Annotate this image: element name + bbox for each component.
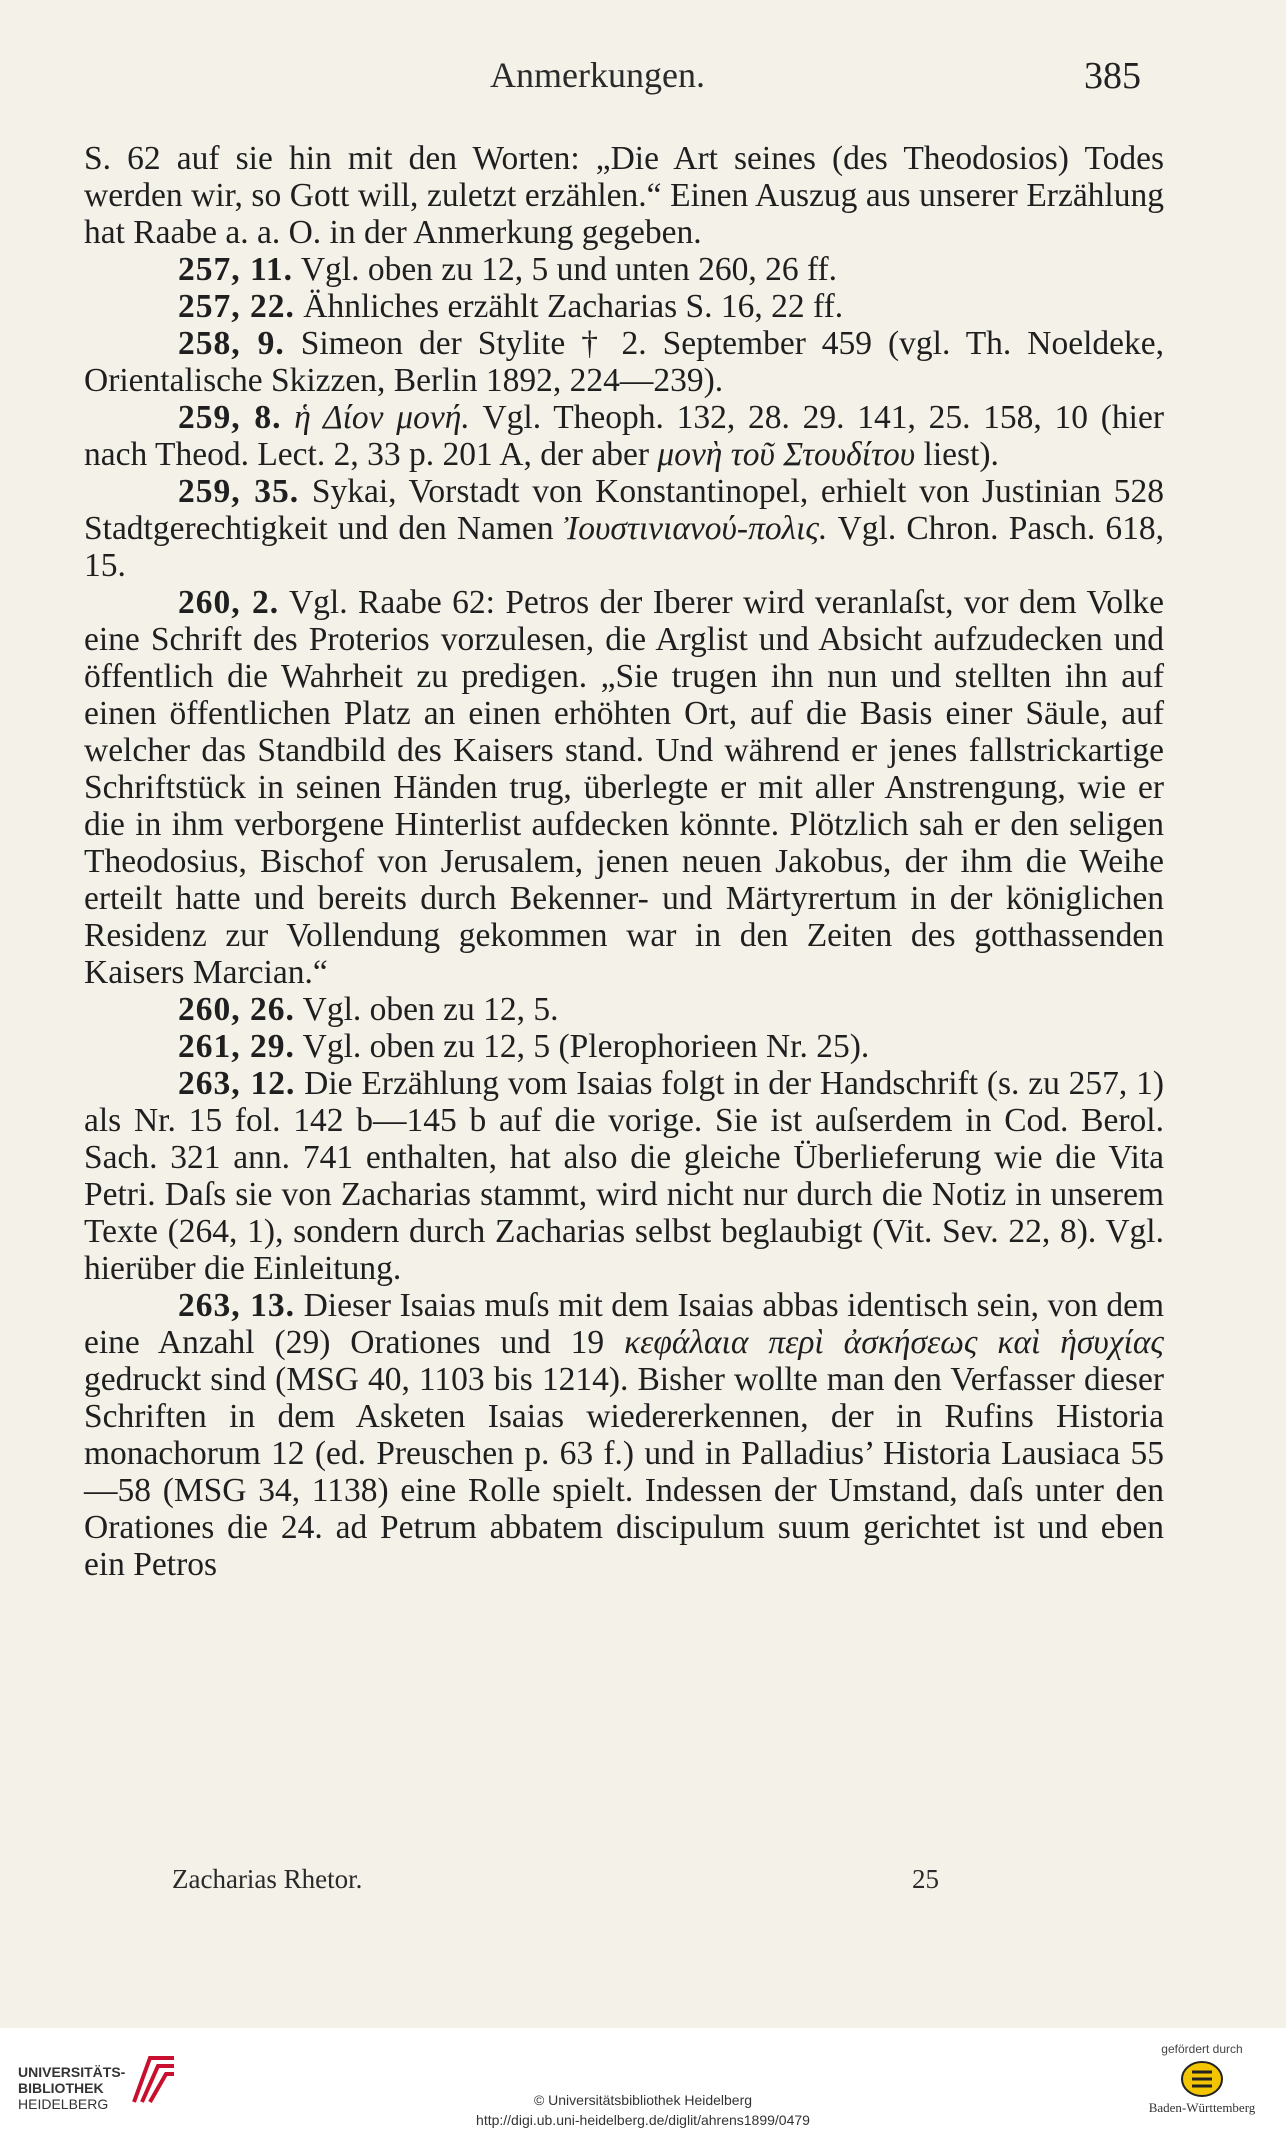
copyright-notice: © Universitätsbibliothek Heidelberg xyxy=(533,2092,753,2108)
signature-author: Zacharias Rhetor. xyxy=(172,1864,363,1894)
permalink-url[interactable]: http://digi.ub.uni-heidelberg.de/diglit/ahrens1899/0479 xyxy=(476,2112,810,2128)
note-257-11: 257, 11. Vgl. oben zu 12, 5 und unten 260, 26 ff. xyxy=(178,251,838,288)
greek-phrase: ἡ Δίον μονή. xyxy=(294,399,470,436)
funded-by-label: gefördert durch xyxy=(1161,2042,1243,2056)
funder-name: Baden-Württemberg xyxy=(1148,2100,1256,2115)
note-263-12: 263, 12. Die Erzählung vom Isaias folgt in der Handschrift (s. zu 257, 1) als Nr. 15 fol. 142 b—145 b auf die vorige. Sie ist auſserdem in Cod. Berol. Sach. 321 ann. 741 enthalten, hat also die gleiche Überlieferung wie die Vita Petri. Daſs sie von Zacharias stammt, wird nicht nur durch die Notiz in unserem Texte (264, 1), sondern durch Zacharias selbst beglaubigt (Vit. Sev. 22, 8). Vgl. hierüber die Einleitung. xyxy=(84,1065,1165,1287)
digitization-footer xyxy=(0,2028,1286,2134)
note-reference: 259, 8. xyxy=(178,399,282,436)
note-reference: 260, 26. xyxy=(178,991,295,1028)
note-259-35: 259, 35. Sykai, Vorstadt von Konstantinopel, erhielt von Justinian 528 Stadtgerechtigkeit und den Namen Ἰουστινιανού-πολις. Vgl. Chron. Pasch. 618, 15. xyxy=(84,473,1165,584)
signature-number: 25 xyxy=(912,1864,939,1894)
note-reference: 261, 29. xyxy=(178,1028,295,1065)
note-257-22: 257, 22. Ähnliches erzählt Zacharias S. 16, 22 ff. xyxy=(178,288,844,325)
funder-block xyxy=(1132,2042,1272,2116)
running-title: Anmerkungen. xyxy=(490,55,705,95)
note-reference: 257, 11. xyxy=(178,251,294,288)
note-reference: 263, 12. xyxy=(178,1065,296,1102)
note-reference: 260, 2. xyxy=(178,584,280,621)
notes-body xyxy=(84,140,1164,1583)
page-number: 385 xyxy=(1084,55,1141,97)
greek-phrase: μονὴ τοῦ Στουδίτου xyxy=(657,436,916,473)
note-reference: 259, 35. xyxy=(178,473,300,510)
note-260-26: 260, 26. Vgl. oben zu 12, 5. xyxy=(178,991,559,1028)
paragraph-continuation: S. 62 auf sie hin mit den Worten: „Die Art seines (des Theodosios) Todes werden wir, so Gott will, zuletzt erzählen.“ Einen Auszug aus unserer Erzählung hat Raabe a. a. O. in der Anmerkung gegeben. xyxy=(84,140,1164,251)
page-header xyxy=(0,54,1286,104)
note-263-13: 263, 13. Dieser Isaias muſs mit dem Isaias abbas identisch sein, von dem eine Anzahl (29) Orationes und 19 κεφάλαια περὶ ἀσκήσεως καὶ ἡσυχίας gedruckt sind (MSG 40, 1103 bis 1214). Bisher wollte man den Verfasser dieser Schriften in dem Asketen Isaias wiedererkennen, der in Rufins Historia monachorum 12 (ed. Preuschen p. 63 f.) und in Palladius’ Historia Lausiaca 55—58 (MSG 34, 1138) eine Rolle spielt. Indessen der Umstand, daſs unter den Orationes die 24. ad Petrum abbatem discipulum suum gerichtet ist und eben ein Petros xyxy=(84,1287,1165,1583)
coat-of-arms-icon xyxy=(1180,2060,1224,2098)
note-reference: 263, 13. xyxy=(178,1287,296,1324)
greek-phrase: Ἰουστινιανού-πολις. xyxy=(563,510,828,547)
note-reference: 258, 9. xyxy=(178,325,285,362)
note-258-9: 258, 9. Simeon der Stylite † 2. September 459 (vgl. Th. Noeldeke, Orientalische Skizzen, Berlin 1892, 224—239). xyxy=(84,325,1165,399)
sheet-signature xyxy=(0,1864,1286,1904)
library-logo-text: UNIVERSITÄTS- BIBLIOTHEK HEIDELBERG xyxy=(18,2064,126,2112)
note-259-8: 259, 8. ἡ Δίον μονή. Vgl. Theoph. 132, 28. 29. 141, 25. 158, 10 (hier nach Theod. Lect. 2, 33 p. 201 A, der aber μονὴ τοῦ Στουδίτου liest). xyxy=(84,399,1165,473)
greek-phrase: κεφάλαια περὶ ἀσκήσεως καὶ ἡσυχίας xyxy=(624,1324,1165,1361)
note-reference: 257, 22. xyxy=(178,288,295,325)
note-260-2: 260, 2. Vgl. Raabe 62: Petros der Iberer wird veranlaſst, vor dem Volke eine Schrift des Proterios vorzulesen, die Arglist und Absicht aufzudecken und öffentlich die Wahrheit zu predigen. „Sie trugen ihn nun und stellten ihn auf einen öffentlichen Platz an einen erhöhten Ort, auf die Basis einer Säule, auf welcher das Standbild des Kaisers stand. Und während er jenes fallstrickartige Schriftstück in seinen Händen trug, überlegte er mit aller Anstrengung, wie er die in ihm verborgene Hinterlist aufdecken könnte. Plötzlich sah er den seligen Theodosius, Bischof von Jerusalem, jenen neuen Jakobus, der ihm die Weihe erteilt hatte und bereits durch Bekenner- und Märtyrertum in der königlichen Residenz zur Vollendung gekommen war in den Zeiten des gotthassenden Kaisers Marcian.“ xyxy=(84,584,1164,991)
note-261-29: 261, 29. Vgl. oben zu 12, 5 (Plerophorieen Nr. 25). xyxy=(178,1028,870,1065)
